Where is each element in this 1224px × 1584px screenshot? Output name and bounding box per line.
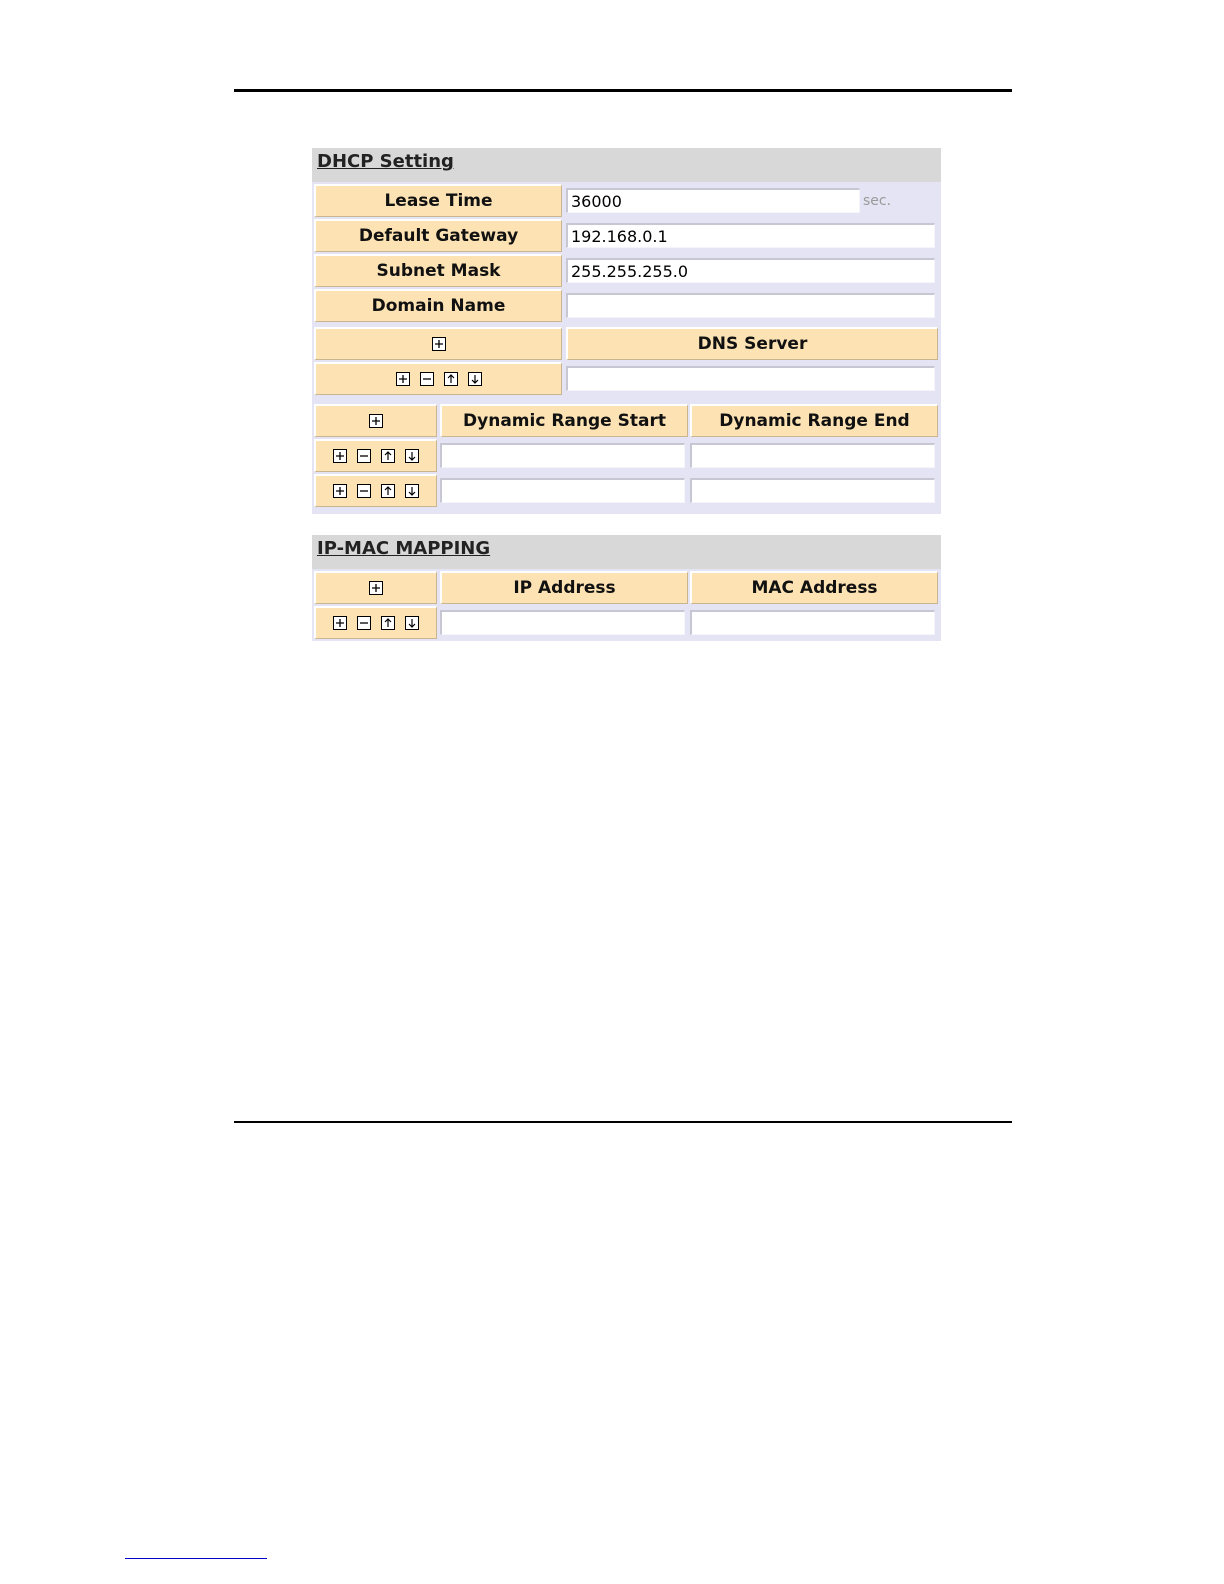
lease-time-label: Lease Time	[314, 184, 562, 217]
dhcp-setting-panel	[312, 148, 941, 514]
subnet-mask-label: Subnet Mask	[314, 254, 562, 287]
plus-icon	[371, 583, 381, 593]
ipmac-row-add-button[interactable]	[333, 616, 347, 630]
footnote-separator	[125, 1558, 267, 1559]
minus-icon	[359, 618, 369, 628]
ip-address-input[interactable]	[440, 610, 685, 635]
range-row-add-button[interactable]	[333, 484, 347, 498]
mac-address-header: MAC Address	[690, 571, 938, 604]
plus-icon	[371, 416, 381, 426]
ipmac-row-up-button[interactable]	[381, 616, 395, 630]
minus-icon	[359, 486, 369, 496]
arrow-up-icon	[383, 618, 393, 628]
range-add-cell	[314, 404, 437, 437]
arrow-down-icon	[407, 618, 417, 628]
dns-row-actions	[314, 362, 562, 395]
dns-row-remove-button[interactable]	[420, 372, 434, 386]
dns-server-header: DNS Server	[566, 327, 938, 360]
domain-name-label: Domain Name	[314, 289, 562, 322]
dns-add-button[interactable]	[432, 337, 446, 351]
arrow-down-icon	[407, 451, 417, 461]
range-row-add-button[interactable]	[333, 449, 347, 463]
ipmac-row-remove-button[interactable]	[357, 616, 371, 630]
range-add-button[interactable]	[369, 414, 383, 428]
ip-mac-title-bar	[312, 535, 941, 569]
header-rule	[234, 89, 1012, 92]
plus-icon	[335, 451, 345, 461]
range-row-actions	[314, 474, 437, 507]
arrow-up-icon	[446, 374, 456, 384]
range-row-down-button[interactable]	[405, 484, 419, 498]
footer-rule	[234, 1121, 1012, 1123]
domain-name-input[interactable]	[566, 293, 935, 318]
ipmac-add-button[interactable]	[369, 581, 383, 595]
dns-row-up-button[interactable]	[444, 372, 458, 386]
range-row-up-button[interactable]	[381, 449, 395, 463]
arrow-down-icon	[407, 486, 417, 496]
lease-time-input[interactable]	[566, 188, 860, 213]
range-end-input[interactable]	[690, 443, 935, 468]
mac-address-input[interactable]	[690, 610, 935, 635]
range-row-down-button[interactable]	[405, 449, 419, 463]
range-row-up-button[interactable]	[381, 484, 395, 498]
ipmac-row-down-button[interactable]	[405, 616, 419, 630]
range-start-input[interactable]	[440, 443, 685, 468]
plus-icon	[335, 486, 345, 496]
default-gateway-label: Default Gateway	[314, 219, 562, 252]
range-row-remove-button[interactable]	[357, 484, 371, 498]
lease-time-unit: sec.	[863, 193, 892, 209]
plus-icon	[434, 339, 444, 349]
minus-icon	[422, 374, 432, 384]
arrow-down-icon	[470, 374, 480, 384]
subnet-mask-input[interactable]	[566, 258, 935, 283]
dhcp-setting-title-bar	[312, 148, 941, 182]
range-start-input[interactable]	[440, 478, 685, 503]
dns-row-down-button[interactable]	[468, 372, 482, 386]
dynamic-range-end-header: Dynamic Range End	[690, 404, 938, 437]
ip-address-header: IP Address	[440, 571, 688, 604]
range-end-input[interactable]	[690, 478, 935, 503]
arrow-up-icon	[383, 486, 393, 496]
ip-mac-title: IP-MAC MAPPING	[317, 538, 491, 559]
dynamic-range-start-header: Dynamic Range Start	[440, 404, 688, 437]
ipmac-row-actions	[314, 606, 437, 639]
range-row-remove-button[interactable]	[357, 449, 371, 463]
minus-icon	[359, 451, 369, 461]
range-row-actions	[314, 439, 437, 472]
dns-add-cell	[314, 327, 562, 360]
default-gateway-input[interactable]	[566, 223, 935, 248]
dns-row-add-button[interactable]	[396, 372, 410, 386]
arrow-up-icon	[383, 451, 393, 461]
plus-icon	[335, 618, 345, 628]
dns-server-input[interactable]	[566, 366, 935, 391]
ipmac-add-cell	[314, 571, 437, 604]
ip-mac-mapping-panel	[312, 535, 941, 641]
plus-icon	[398, 374, 408, 384]
dhcp-setting-title: DHCP Setting	[317, 151, 454, 172]
